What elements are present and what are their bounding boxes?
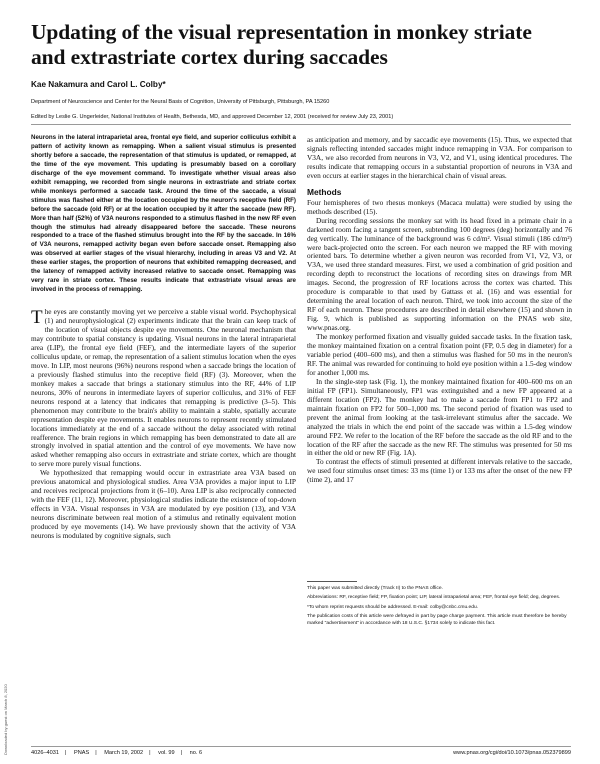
footer-citation: 4026–4031 | PNAS | March 19, 2002 | vol. 99 | no. 6	[31, 750, 203, 756]
issue-date: March 19, 2002	[104, 750, 144, 756]
volume: vol. 99	[158, 750, 175, 756]
methods-paragraph-2: During recording sessions the monkey sat with its head fixed in a primate chair in a darkened room facing a tangent screen, subtending 100 degrees (deg) horizontally and 76 deg vertically. The luminance of the background was 6 cd/m². Visual stimuli (186 cd/m²) were back-projected onto the screen. For each neuron we mapped the RF with moving oriented bars. To determine whether a given neuron was recorded from V1, V2, V3, or V3A, we used three standard measures. First, we used a combination of grid position and recording depth to reconstruct the locations of recording sites on drawings from MR images. Second, the progression of RF locations across the cortex was charted. This procedure is comparable to that used by Gattass et al. (16) and was essential for determining the areal location of each neuron. Third, we took into account the size of the RF of each neuron. These procedures are described in detail elsewhere (15) and shown in Fig. 9, which is published as supporting information on the PNAS web site, www.pnas.org.	[307, 215, 572, 333]
footer-divider	[31, 746, 571, 747]
download-note: Downloaded by guest on March 8, 2020	[3, 684, 8, 755]
footnote-submission: This paper was submitted directly (Track II) to the PNAS office.	[307, 586, 443, 591]
issue-number: no. 6	[189, 750, 203, 756]
right-column	[307, 136, 572, 485]
doi-link[interactable]: www.pnas.org/cgi/doi/10.1073/pnas.052379899	[453, 750, 571, 756]
methods-paragraph-4: In the single-step task (Fig. 1), the monkey maintained fixation for 400–600 ms on an initial FP (FP1). Simultaneously, FP1 was extinguished and a new FP appeared at a different location (FP2). The monkey had to make a saccade from FP1 to FP2 and maintain fixation on FP2 for 500–1,000 ms. The second period of fixation was used to prevent the animal from looking at the task-irrelevant stimulus after the saccade. We analyzed the trials in which the end point of the saccade was within a 1.5-deg window around FP2. We refer to the location of the RF before the saccade as the old RF and to the location of the RF after the saccade as the new RF. The stimulus was presented for 50 ms in either the old or new RF (Fig. 1A).	[307, 376, 572, 458]
intro-paragraph-1	[31, 308, 296, 469]
methods-paragraph-3: The monkey performed fixation and visually guided saccade tasks. In the fixation task, the monkey maintained fixation on a central fixation point (FP, 0.5 deg in diameter) for a variable period (400–600 ms), and then a stimulus was flashed for 50 ms in the neuron's RF. The animal was rewarded for continuing to hold eye position within a 1.5-deg window for another 1,000 ms.	[307, 332, 572, 377]
footnote-divider	[307, 581, 357, 582]
methods-paragraph-1: Four hemispheres of two rhesus monkeys (Macaca mulatta) were studied by using the methods described (15).	[307, 197, 572, 216]
edited-by-line: Edited by Leslie G. Ungerleider, National Institutes of Health, Bethesda, MD, and approved December 12, 2001 (received for review July 23, 2001)	[31, 114, 394, 120]
abstract: Neurons in the lateral intraparietal area, frontal eye field, and superior colliculus exhibit a pattern of activity known as remapping. When a salient visual stimulus is presented shortly before a saccade, the representation of that stimulus is updated, or remapped, at the time of the eye movement. This updating is presumably based on a corollary discharge of the eye movement command. To investigate whether visual areas also exhibit remapping, we recorded from single neurons in extrastriate and striate cortex while monkeys performed a saccade task. Around the time of the saccade, a visual stimulus was flashed either at the location occupied by the neuron's receptive field (RF) before the saccade (old RF) or at the location occupied by it after the saccade (new RF). More than half (52%) of V3A neurons responded to a stimulus flashed in the new RF even though the stimulus had already disappeared before the saccade. These neurons responded to a trace of the flashed stimulus brought into the RF by the saccade. In 16% of V3A neurons, remapped activity began even before saccade onset. Remapping also was observed at earlier stages of the visual hierarchy, including in areas V3 and V2. At these earlier stages, the proportion of neurons that exhibited remapping decreased, and the latency of remapped activity increased relative to saccade onset. Remapping was very rare in striate cortex. These results indicate that extrastriate visual areas are involved in the process of remapping.	[31, 134, 296, 294]
journal-name: PNAS	[74, 750, 90, 756]
page-range: 4026–4031	[31, 750, 59, 756]
footnotes	[307, 586, 571, 630]
affiliation: Department of Neuroscience and Center for the Neural Basis of Cognition, University of Pittsburgh, Pittsburgh, PA 15260	[31, 99, 330, 105]
methods-heading: Methods	[307, 186, 342, 197]
footnote-abbreviations: Abbreviations: RF, receptive field; FP, fixation point; LIP, lateral intraparietal area; FEF, frontal eye field; deg, degrees.	[307, 595, 561, 601]
methods-paragraph-5: To contrast the effects of stimuli presented at different intervals relative to the saccade, we used four stimulus onset times: 33 ms (time 1) or 133 ms after the onset of the new FP (time 2), and 17	[307, 457, 572, 485]
intro-continuation: as anticipation and memory, and by saccadic eye movements (15). Thus, we expected that signals reflecting intended saccades might induce remapping in V3A. For comparison to V3A, we also recorded from neurons in V3, V2, and V1, using identical procedures. The results indicate that remapping occurs in a substantial proportion of neurons in V3A and even occurs at earlier stages in the hierarchical chain of visual areas.	[307, 135, 572, 180]
footnote-correspondence: *To whom reprint requests should be addressed. E-mail: colby@cnbc.cmu.edu.	[307, 604, 479, 610]
header-divider	[31, 124, 571, 125]
authors: Kae Nakamura and Carol L. Colby*	[31, 80, 166, 89]
left-column	[31, 134, 296, 541]
drop-cap: T	[31, 307, 43, 329]
intro-paragraph-2: We hypothesized that remapping would occur in extrastriate area V3A based on previous anatomical and physiological studies. Area V3A provides a major input to LIP and receives reciprocal projections from it (6–10). Area LIP is also reciprocally connected with the FEF (11, 12). Moreover, physiological studies indicate the existence of top-down effects in V3A. Visual responses in V3A are modulated by eye position (13), and V3A neurons discriminate between real motion of a stimulus and retinally equivalent motion produced by eye movements (14). We have previously shown that the activity of V3A neurons is modulated by cognitive signals, such	[31, 468, 296, 540]
intro-paragraph-1-text: he eyes are constantly moving yet we perceive a stable visual world. Psychophysical (1) and neurophysiological (2) experiments indicate that the brain can keep track of the location of visual objects despite eye movements. One neuronal mechanism that may contribute to spatial constancy is updating. Visual neurons in the lateral intraparietal area (LIP), the frontal eye field (FEF), and the intermediate layers of the superior colliculus update, or remap, the representation of a salient stimulus location when the eyes move. In LIP, most neurons (96%) neurons respond when a saccade brings the location of a previously flashed stimulus into the receptive field (RF) (3). Moreover, when the monkey makes a saccade that brings a stationary stimulus into the RF, 44% of LIP neurons, 30% of neurons in intermediate layers of superior colliculus, and 31% of FEF neurons respond at a latency that indicates that remapping is predictive (3–5). This phenomenon may contribute to the brain's ability to maintain a stable, spatially accurate representation despite eye movements. It enables neurons to represent recently stimulated locations immediately at the end of a saccade without the delay associated with retinal reafference. The brain regions in which remapping has been demonstrated to date all are strongly involved in spatial attention and the control of eye movements. We have now asked whether remapping also occurs in extrastriate and striate cortex, which are thought to serve more purely visual functions.	[31, 307, 296, 469]
footnote-publication-costs: The publication costs of this article were defrayed in part by page charge payment. This article must therefore be hereby marked "advertisement" in accordance with 18 U.S.C. §1734 solely to indicate this fact.	[307, 614, 567, 626]
article-title: Updating of the visual representation in monkey striate and extrastriate cortex during saccades	[31, 20, 532, 69]
